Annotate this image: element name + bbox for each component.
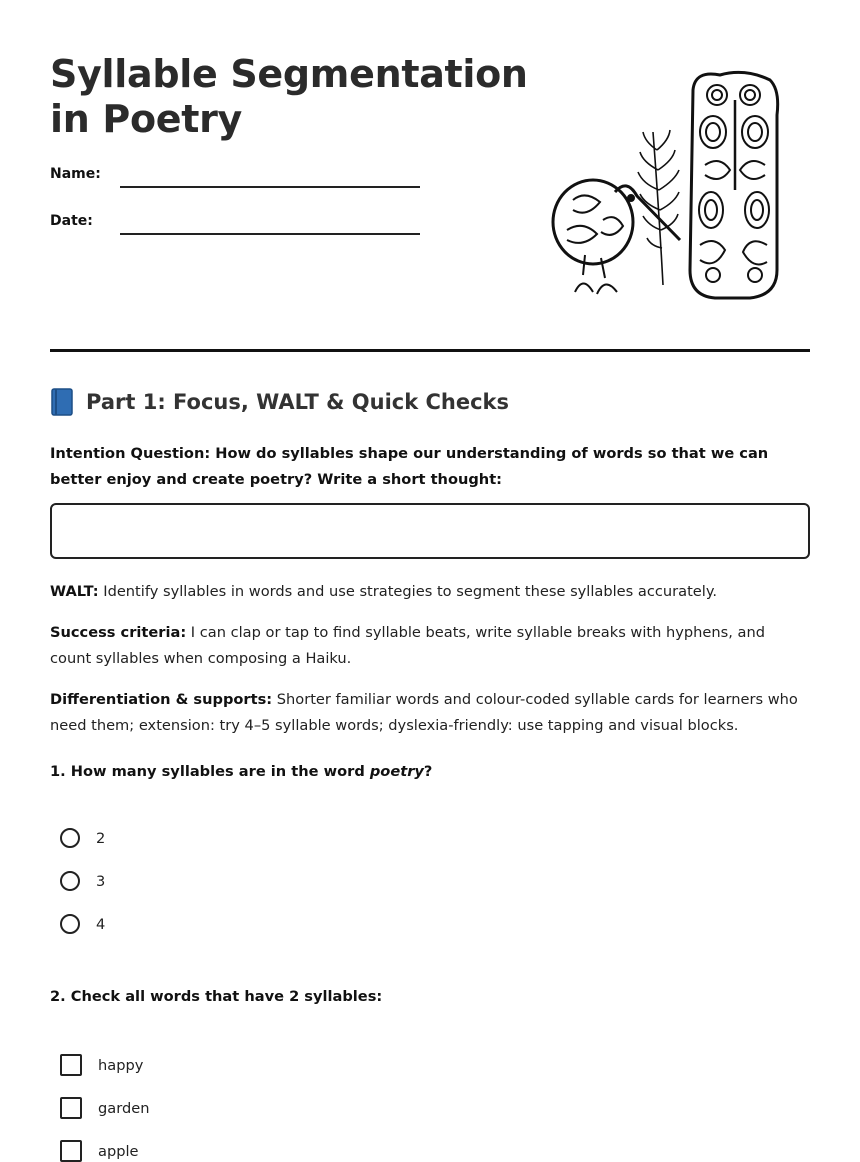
q2-option-label: happy <box>98 1056 144 1074</box>
q1-option-4[interactable] <box>60 914 105 934</box>
radio-button[interactable] <box>60 914 80 934</box>
fern <box>638 130 679 285</box>
title-line-1: Syllable Segmentation <box>50 52 528 96</box>
q1-option-2[interactable] <box>60 828 105 848</box>
blue-book-icon <box>50 388 74 416</box>
walt-statement <box>50 579 810 605</box>
q2-option-label: garden <box>98 1099 150 1117</box>
success-criteria-label: Success criteria: <box>50 624 187 641</box>
title-line-2: in Poetry <box>50 97 243 141</box>
checkbox[interactable] <box>60 1140 82 1162</box>
q1-option-3[interactable] <box>60 871 105 891</box>
success-criteria-text: I can clap or tap to find syllable beats, write syllable breaks with hyphens, and count syllables when composing a Haiku. <box>50 624 765 667</box>
carved-pou <box>690 72 778 298</box>
radio-button[interactable] <box>60 871 80 891</box>
question-1-word: poetry <box>369 763 424 780</box>
walt-text: Identify syllables in words and use strategies to segment these syllables accurately. <box>98 583 718 600</box>
intention-answer-box[interactable] <box>50 503 810 559</box>
q1-option-label: 3 <box>96 872 106 890</box>
q1-option-label: 2 <box>96 829 106 847</box>
date-line[interactable] <box>120 233 420 235</box>
page-title <box>50 52 528 142</box>
question-1-suffix: ? <box>423 763 433 780</box>
date-label: Date: <box>50 213 93 229</box>
checkbox[interactable] <box>60 1054 82 1076</box>
radio-button[interactable] <box>60 828 80 848</box>
section-divider <box>50 349 810 352</box>
part-1-heading <box>50 388 509 416</box>
name-label: Name: <box>50 166 101 182</box>
q2-option-label: apple <box>98 1142 139 1160</box>
q1-option-label: 4 <box>96 915 106 933</box>
q2-option-apple[interactable] <box>60 1140 139 1162</box>
intention-question: Intention Question: How do syllables shape our understanding of words so that we can better enjoy and create poetry? Write a short thought: <box>50 445 769 488</box>
q2-option-garden[interactable] <box>60 1097 149 1119</box>
success-criteria <box>50 620 810 672</box>
kiwi-pou-illustration <box>545 70 790 305</box>
walt-label: WALT: <box>50 583 99 600</box>
differentiation-supports <box>50 687 810 739</box>
q2-option-happy[interactable] <box>60 1054 143 1076</box>
differentiation-text: Shorter familiar words and colour-coded syllable cards for learners who need them; extension: try 4–5 syllable words; dyslexia-friendly: use tapping and visual blocks. <box>50 691 798 734</box>
checkbox[interactable] <box>60 1097 82 1119</box>
question-1-prefix: 1. How many syllables are in the word <box>50 763 370 780</box>
question-1 <box>50 763 432 780</box>
differentiation-label: Differentiation & supports: <box>50 691 273 708</box>
question-2: 2. Check all words that have 2 syllables: <box>50 988 383 1005</box>
part-1-heading-text: Part 1: Focus, WALT & Quick Checks <box>86 390 510 414</box>
name-line[interactable] <box>120 186 420 188</box>
